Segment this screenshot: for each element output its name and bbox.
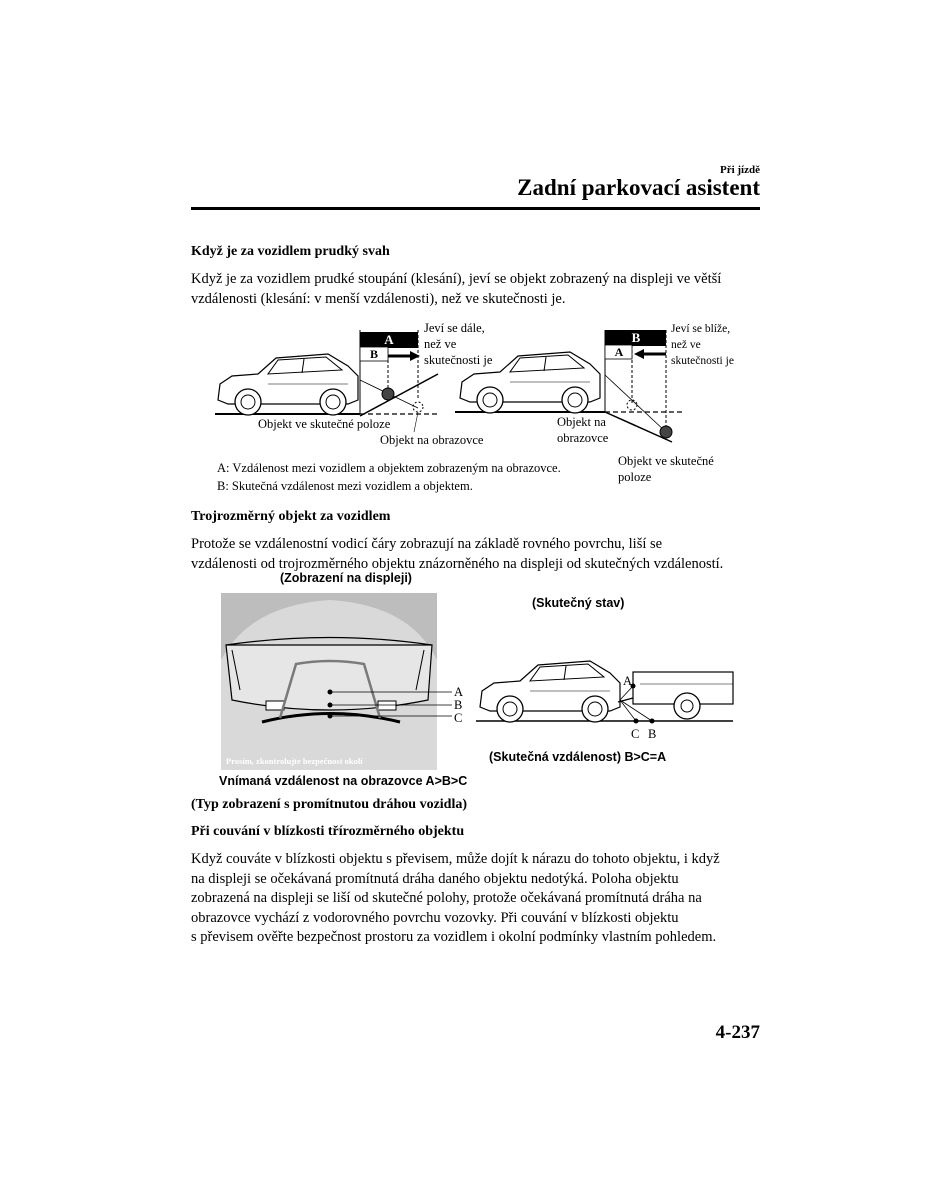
slope-line-1: Když je za vozidlem prudké stoupání (klesání), jeví se objekt zobrazený na displeji ve větší bbox=[191, 271, 722, 287]
screen-label-a: A bbox=[454, 685, 464, 699]
slope-line-2: vzdálenosti (klesání: v menší vzdálenosti), než ve skutečnosti je. bbox=[191, 290, 566, 307]
trajectory-paragraph bbox=[191, 850, 766, 948]
perceived-caption: Vnímaná vzdálenost na obrazovce A>B>C bbox=[219, 774, 468, 788]
trajectory-line-5: s převisem ověřte bezpečnost prostoru za vozidlem i okolní podmínky vlastním pohledem. bbox=[191, 929, 717, 945]
left-note-2: než ve bbox=[424, 337, 457, 351]
left-note-3: skutečnosti je bbox=[424, 353, 493, 367]
display-caption: (Zobrazení na displeji) bbox=[280, 571, 412, 585]
three-d-heading: Trojrozměrný objekt za vozidlem bbox=[191, 509, 391, 524]
page-number: 4-237 bbox=[715, 1022, 760, 1043]
screen-warning: Prosím, zkontrolujte bezpečnost okolí bbox=[226, 756, 363, 766]
trajectory-line-2: na displeji se očekávaná promítnutá dráha daného objektu nedotýká. Poloha objektu bbox=[191, 870, 679, 887]
right-label-inner: A bbox=[614, 345, 624, 359]
actual-label-b: B bbox=[648, 727, 657, 741]
left-label-b: B bbox=[369, 347, 379, 361]
right-label-top: B bbox=[631, 330, 641, 345]
left-label-a: A bbox=[384, 332, 394, 347]
actual-caption: (Skutečný stav) bbox=[532, 596, 625, 610]
right-screen-label-2: obrazovce bbox=[557, 431, 609, 445]
right-note-1: Jeví se blíže, bbox=[671, 323, 731, 335]
right-real-label-1: Objekt ve skutečné bbox=[618, 454, 714, 468]
right-real-label-2: poloze bbox=[618, 470, 652, 484]
three-d-line-2: vzdálenosti od trojrozměrného objektu znázorněného na displeji od skutečných vzdáleností. bbox=[191, 555, 724, 572]
page-title: Zadní parkovací asistent bbox=[517, 175, 760, 200]
actual-label-c: C bbox=[631, 727, 640, 741]
trajectory-line-1: Když couváte v blízkosti objektu s převisem, může dojít k nárazu do tohoto objektu, i když bbox=[191, 851, 720, 867]
trajectory-line-3: zobrazená na displeji se liší od skutečné polohy, protože očekávaná promítnutá dráha na bbox=[191, 890, 702, 906]
right-note-3: skutečnosti je bbox=[671, 355, 734, 367]
screen-label-c: C bbox=[454, 711, 463, 725]
left-screen-label: Objekt na obrazovce bbox=[380, 433, 484, 447]
section-label: Při jízdě bbox=[719, 164, 760, 176]
trajectory-line-4: obrazovce vychází z vodorovného povrchu vozovky. Při couvání v blízkosti objektu bbox=[191, 909, 679, 926]
slope-heading: Když je za vozidlem prudký svah bbox=[191, 244, 390, 259]
trajectory-heading: Při couvání v blízkosti třírozměrného objektu bbox=[191, 824, 465, 839]
actual-label-a: A bbox=[623, 674, 633, 688]
left-note-1: Jeví se dále, bbox=[424, 321, 485, 335]
screen-label-b: B bbox=[454, 698, 463, 712]
three-d-line-1: Protože se vzdálenostní vodicí čáry zobrazují na základě rovného povrchu, liší se bbox=[191, 536, 663, 552]
actual-distance-caption: (Skutečná vzdálenost) B>C=A bbox=[489, 750, 667, 764]
trajectory-type-heading: (Typ zobrazení s promítnutou dráhou vozidla) bbox=[191, 797, 468, 812]
left-real-label: Objekt ve skutečné poloze bbox=[258, 417, 391, 431]
legend-a: A: Vzdálenost mezi vozidlem a objektem zobrazeným na obrazovce. bbox=[217, 461, 561, 475]
right-note-2: než ve bbox=[671, 339, 701, 351]
right-screen-label-1: Objekt na bbox=[557, 415, 606, 429]
legend-b: B: Skutečná vzdálenost mezi vozidlem a objektem. bbox=[217, 479, 473, 493]
